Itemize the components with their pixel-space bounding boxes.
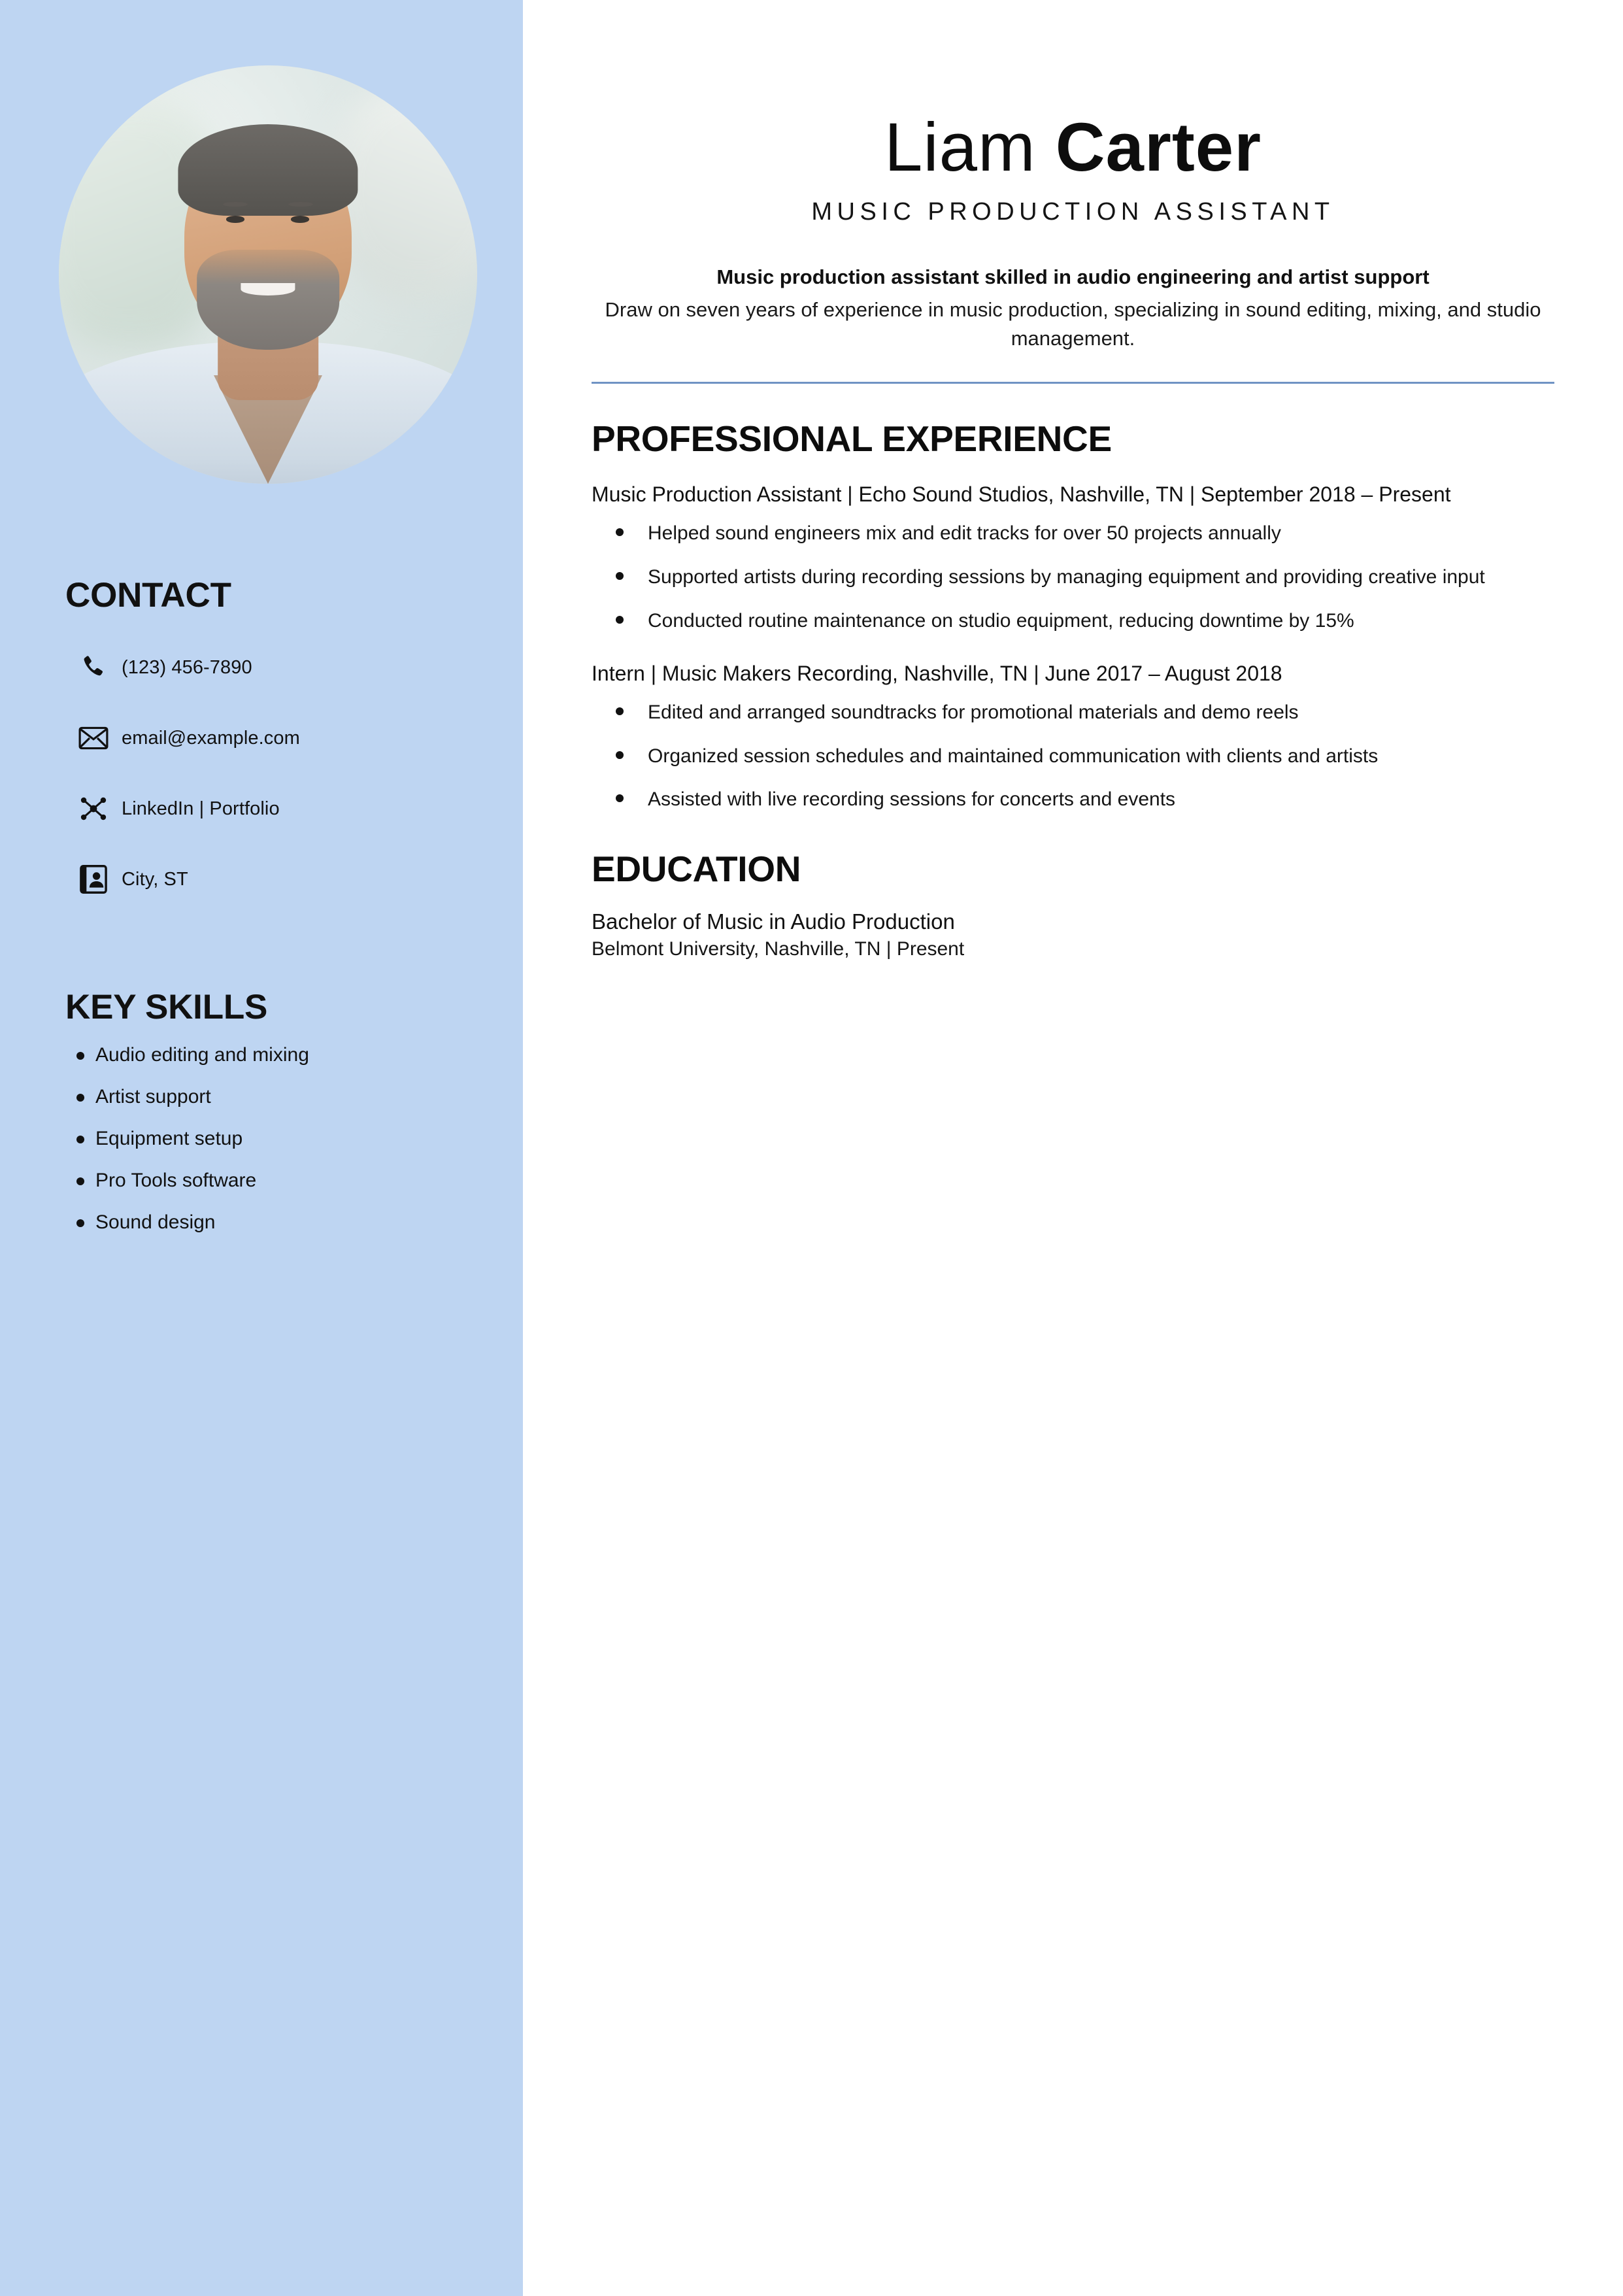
skill-label: Sound design [95,1211,216,1233]
skill-label: Artist support [95,1086,211,1107]
skill-label: Equipment setup [95,1128,243,1149]
list-item [592,699,1554,727]
contact-location-text: City, ST [122,868,188,890]
duty-text: Conducted routine maintenance on studio equipment, reducing downtime by 15% [648,609,1354,632]
contact-email-text: email@example.com [122,727,300,749]
job-title: Music Production Assistant [592,482,842,507]
contact-title: CONTACT [65,576,231,615]
duty-text: Edited and arranged soundtracks for promotional materials and demo reels [648,701,1299,724]
contact-links-text: LinkedIn | Portfolio [122,798,280,819]
experience-section-title: PROFESSIONAL EXPERIENCE [592,418,1112,460]
experience-entry-2 [592,658,1554,814]
summary-text: Draw on seven years of experience in music production, specializing in sound editing, mixing, and studio management. [605,298,1541,350]
contact-section [65,575,484,915]
skills-section [65,987,484,1253]
phone-icon [65,653,122,682]
skills-title: KEY SKILLS [65,988,268,1026]
contact-item-email [65,703,484,773]
job-title: Intern [592,662,645,686]
contact-item-location [65,844,484,915]
duty-text: Assisted with live recording sessions for concerts and events [648,788,1176,811]
list-item [65,1170,484,1192]
bullet-icon [592,699,648,715]
main-content [523,0,1623,2296]
bullet-icon [592,786,648,802]
list-item [592,607,1554,635]
job-role-subtitle: MUSIC PRODUCTION ASSISTANT [811,198,1335,226]
bullet-icon [65,1128,95,1143]
education-section-title: EDUCATION [592,849,801,890]
degree-title: Bachelor of Music in Audio Production [592,909,955,934]
job-duties [592,520,1554,635]
profile-photo-wrap [59,65,477,484]
contact-item-links [65,773,484,844]
location-badge-icon [65,864,122,894]
duty-text: Organized session schedules and maintained communication with clients and artists [648,745,1379,767]
page-title [592,111,1554,184]
skill-label: Pro Tools software [95,1170,257,1191]
bullet-icon [592,607,648,624]
school-meta: Belmont University, Nashville, TN | Present [592,938,965,960]
list-item [592,743,1554,771]
contact-item-phone [65,632,484,703]
bullet-icon [65,1211,95,1227]
job-meta: | Music Makers Recording, Nashville, TN | June 2017 – August 2018 [644,662,1282,686]
list-item [65,1086,484,1108]
education-entry [592,909,1554,960]
header-divider [592,382,1554,384]
bullet-icon [592,564,648,580]
duty-text: Supported artists during recording sessions by managing equipment and providing creative input [648,566,1485,588]
list-item [65,1211,484,1234]
job-duties [592,699,1554,814]
list-item [65,1044,484,1066]
resume-body [523,418,1623,960]
list-item [592,520,1554,548]
job-heading [592,479,1554,509]
list-item [592,564,1554,592]
bullet-icon [592,743,648,759]
job-heading [592,658,1554,688]
bullet-icon [65,1044,95,1060]
duty-text: Helped sound engineers mix and edit tracks for over 50 projects annually [648,522,1281,545]
email-icon [65,724,122,752]
photo-eye-right [291,216,309,222]
skills-list [65,1044,484,1234]
list-item [592,786,1554,814]
bullet-icon [592,520,648,536]
bullet-icon [65,1170,95,1185]
job-meta: | Echo Sound Studios, Nashville, TN | September 2018 – Present [841,482,1451,507]
skill-label: Audio editing and mixing [95,1044,309,1066]
sidebar [0,0,523,2296]
resume-header [523,0,1623,353]
contact-phone-text: (123) 456-7890 [122,656,252,678]
first-name: Liam [884,109,1036,186]
summary-headline: Music production assistant skilled in audio engineering and artist support [716,265,1430,289]
photo-hair [178,124,358,216]
network-icon [65,794,122,824]
bullet-icon [65,1086,95,1102]
list-item [65,1128,484,1150]
contact-list [65,632,484,915]
photo-eye-left [226,216,244,222]
profile-photo [59,65,477,484]
last-name: Carter [1055,109,1262,186]
experience-entry-1 [592,479,1554,635]
photo-beard [197,250,339,350]
